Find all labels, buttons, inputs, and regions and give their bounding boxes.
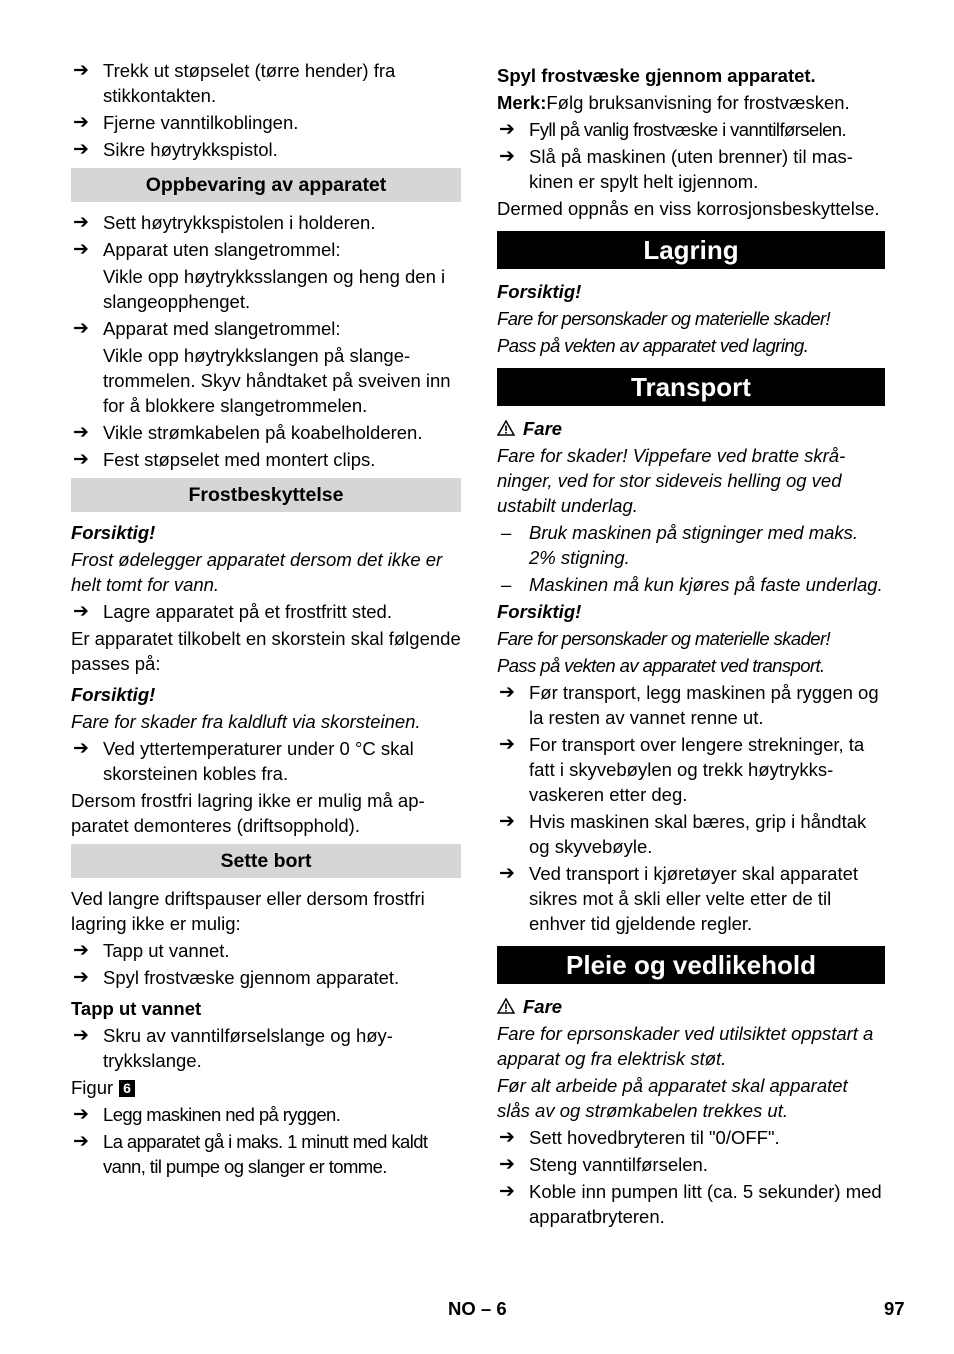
caution-text: Fare for personskader og materielle skader! — [497, 628, 831, 649]
danger-text: Før alt arbeide på apparatet skal apparatet slås av og strømkabelen trekkes ut. — [497, 1075, 848, 1121]
arrow-icon: ➔ — [73, 60, 89, 81]
list-item: ➔ Slå på maskinen (uten brenner) til maskinen er spylt helt igjennom. — [499, 146, 853, 192]
footer-section-label: NO – 6 — [448, 1298, 507, 1319]
subheading-tapp: Tapp ut vannet — [71, 998, 202, 1019]
subheading-spyl: Spyl frostvæske gjennom apparatet. — [497, 65, 816, 86]
caution-label: Forsiktig! — [497, 601, 582, 622]
warning-triangle-icon — [497, 420, 515, 436]
arrow-icon: ➔ — [499, 119, 515, 140]
arrow-icon: ➔ — [499, 1127, 515, 1148]
arrow-icon: ➔ — [73, 738, 89, 759]
arrow-icon: ➔ — [73, 1104, 89, 1125]
caution-label: Forsiktig! — [71, 684, 156, 705]
arrow-icon: ➔ — [499, 682, 515, 703]
right-column — [497, 58, 885, 1231]
list-item: ➔ Fest støpselet med montert clips. — [73, 449, 376, 470]
list-item: ➔ Vikle strømkabelen på koabelholderen. — [73, 422, 423, 443]
dash-item: – Bruk maskinen på stigninger med maks. 2% stigning. — [501, 522, 859, 568]
section-heading-pleie: Pleie og vedlikehold — [497, 946, 885, 984]
list-item: ➔ Apparat med slangetrommel: — [73, 318, 341, 339]
list-item: ➔ Ved transport i kjøretøyer skal apparatet sikres mot å skli eller velte etter de til enhver tid gjeldende regler. — [499, 863, 859, 934]
paragraph: Dermed oppnås en viss korrosjonsbeskyttelse. — [497, 198, 880, 219]
list-item: ➔ Sikre høytrykkspistol. — [73, 139, 278, 160]
list-item: ➔ Ved yttertemperaturer under 0 °C skal skorsteinen kobles fra. — [73, 738, 414, 784]
list-item: ➔ Fyll på vanlig frostvæske i vanntilførselen. — [499, 119, 847, 140]
list-item: ➔ Fjerne vanntilkoblingen. — [73, 112, 299, 133]
figure-number: 6 — [119, 1080, 135, 1097]
section-heading-transport: Transport — [497, 368, 885, 406]
arrow-icon: ➔ — [73, 967, 89, 988]
list-item: ➔ Lagre apparatet på et frostfritt sted. — [73, 601, 392, 622]
list-item: ➔ Tapp ut vannet. — [73, 940, 230, 961]
list-item: ➔ Koble inn pumpen litt (ca. 5 sekunder) med apparatbryteren. — [499, 1181, 882, 1227]
list-item: ➔ Sett høytrykkspistolen i holderen. — [73, 212, 376, 233]
caution-text: Frost ødelegger apparatet dersom det ikke er helt tomt for vann. — [71, 549, 443, 595]
caution-text: Pass på vekten av apparatet ved transport. — [497, 655, 825, 676]
list-item: ➔ Sett hovedbryteren til "0/OFF". — [499, 1127, 780, 1148]
danger-label: Fare — [497, 416, 885, 441]
section-heading-lagring: Lagring — [497, 231, 885, 269]
caution-label: Forsiktig! — [71, 522, 156, 543]
caution-label: Forsiktig! — [497, 281, 582, 302]
list-item: ➔ Før transport, legg maskinen på ryggen og la resten av vannet renne ut. — [499, 682, 879, 728]
caution-text: Fare for personskader og materielle skader! — [497, 308, 831, 329]
arrow-icon: ➔ — [73, 449, 89, 470]
arrow-icon: ➔ — [73, 318, 89, 339]
list-item: ➔ Legg maskinen ned på ryggen. — [73, 1104, 341, 1125]
arrow-icon: ➔ — [499, 734, 515, 755]
note: Merk:Følg bruksanvisning for frostvæsken. — [497, 92, 850, 113]
danger-text: Fare for skader! Vippefare ved bratte skråninger, ved for stor sideveis helling og ved ustabilt underlag. — [497, 445, 846, 516]
arrow-icon: ➔ — [73, 112, 89, 133]
arrow-icon: ➔ — [73, 422, 89, 443]
arrow-icon: ➔ — [73, 212, 89, 233]
list-item: ➔ For transport over lengere strekninger, ta fatt i skyvebøylen og trekk høytrykksvaskeren etter deg. — [499, 734, 865, 805]
arrow-icon: ➔ — [499, 1154, 515, 1175]
list-item: ➔ Skru av vanntilførselslange og høytrykkslange. — [73, 1025, 393, 1071]
list-item: ➔ Apparat uten slangetrommel: — [73, 239, 341, 260]
arrow-icon: ➔ — [73, 940, 89, 961]
list-item-detail: Vikle opp høytrykkslangen på slangetrommelen. Skyv håndtaket på sveiven inn for å blokkere slangetrommelen. — [103, 345, 451, 416]
list-item: ➔ Hvis maskinen skal bæres, grip i håndtak og skyvebøyle. — [499, 811, 867, 857]
arrow-icon: ➔ — [73, 239, 89, 260]
section-heading-oppbevaring: Oppbevaring av apparatet — [71, 168, 461, 202]
page-number: 97 — [884, 1298, 905, 1319]
section-heading-frost: Frostbeskyttelse — [71, 478, 461, 512]
list-item: ➔ Trekk ut støpselet (tørre hender) fra stikkontakten. — [73, 60, 396, 106]
left-column — [71, 58, 461, 1181]
arrow-icon: ➔ — [499, 811, 515, 832]
arrow-icon: ➔ — [73, 139, 89, 160]
figure-reference: Figur 6 — [71, 1075, 461, 1100]
arrow-icon: ➔ — [499, 863, 515, 884]
arrow-icon: ➔ — [73, 1131, 89, 1152]
list-item: ➔ Steng vanntilførselen. — [499, 1154, 708, 1175]
warning-triangle-icon — [497, 998, 515, 1014]
arrow-icon: ➔ — [499, 146, 515, 167]
list-item-detail: Vikle opp høytrykksslangen og heng den i slangeopphenget. — [103, 266, 446, 312]
arrow-icon: ➔ — [73, 601, 89, 622]
arrow-icon: ➔ — [499, 1181, 515, 1202]
paragraph: Dersom frostfri lagring ikke er mulig må apparatet demonteres (driftsopphold). — [71, 790, 425, 836]
caution-text: Pass på vekten av apparatet ved lagring. — [497, 335, 809, 356]
paragraph: Ved langre driftspauser eller dersom frostfri lagring ikke er mulig: — [71, 888, 425, 934]
list-item: ➔ Spyl frostvæske gjennom apparatet. — [73, 967, 400, 988]
dash-item: – Maskinen må kun kjøres på faste underlag. — [501, 574, 883, 595]
paragraph: Er apparatet tilkobelt en skorstein skal følgende passes på: — [71, 628, 461, 674]
caution-text: Fare for skader fra kaldluft via skorsteinen. — [71, 711, 421, 732]
arrow-icon: ➔ — [73, 1025, 89, 1046]
list-item: ➔ La apparatet gå i maks. 1 minutt med kaldt vann, til pumpe og slanger er tomme. — [73, 1131, 428, 1177]
danger-text: Fare for eprsonskader ved utilsiktet oppstart a apparat og fra elektrisk støt. — [497, 1023, 874, 1069]
section-heading-sette-bort: Sette bort — [71, 844, 461, 878]
danger-label: Fare — [497, 994, 885, 1019]
